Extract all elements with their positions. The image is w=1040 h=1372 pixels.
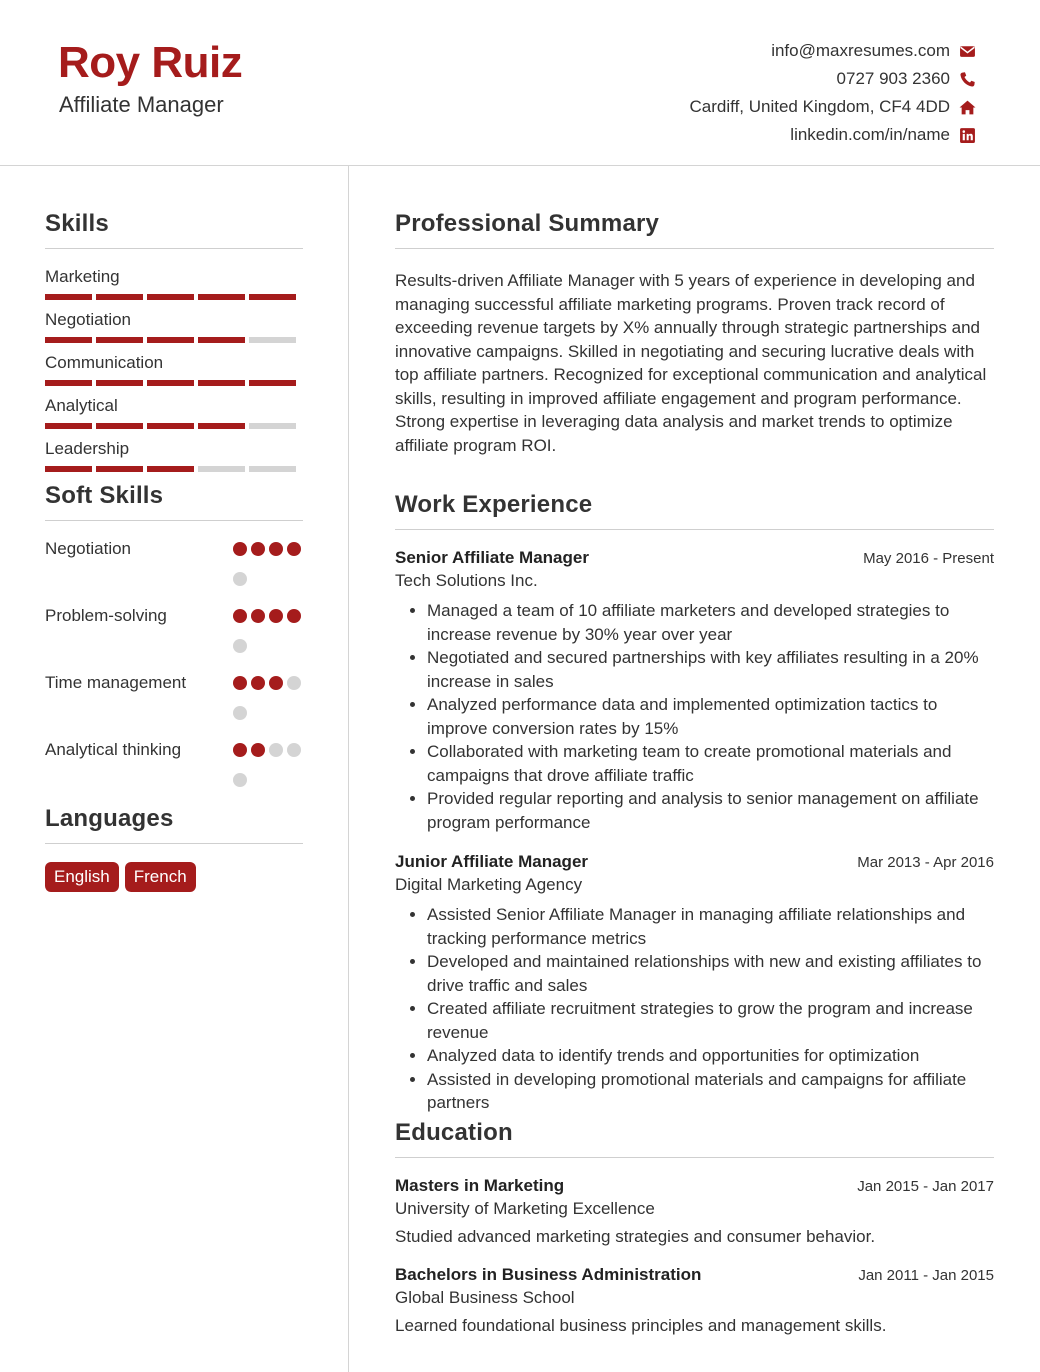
skill-level-segment-filled — [198, 337, 245, 343]
skill-level-bar — [45, 423, 303, 429]
education-description: Learned foundational business principles and management skills. — [395, 1315, 887, 1335]
soft-skill-rating — [233, 604, 303, 665]
education-header — [395, 1176, 994, 1196]
skill-item — [45, 267, 303, 310]
skill-level-segment-filled — [198, 294, 245, 300]
skill-level-segment-filled — [96, 380, 143, 386]
education-date: Jan 2015 - Jan 2017 — [857, 1177, 994, 1195]
experience-heading: Work Experience — [395, 491, 994, 530]
phone-icon — [958, 70, 976, 88]
job-entry — [395, 852, 994, 1115]
skill-level-segment-filled — [147, 380, 194, 386]
skill-level-bar — [45, 337, 303, 343]
skill-level-segment-filled — [45, 380, 92, 386]
soft-skill-rating — [233, 537, 303, 598]
rating-dot-filled — [233, 743, 247, 757]
job-company: Tech Solutions Inc. — [395, 571, 538, 590]
column-divider — [348, 166, 349, 1372]
job-bullet: • Provided regular reporting and analysis to senior management on affiliate program performance — [427, 787, 994, 834]
skill-level-segment-filled — [45, 466, 92, 472]
candidate-title: Affiliate Manager — [59, 92, 224, 117]
rating-dot-filled — [269, 609, 283, 623]
rating-dot-empty — [287, 676, 301, 690]
rating-dot-empty — [233, 572, 247, 586]
contact-email[interactable] — [690, 37, 976, 65]
contact-phone[interactable] — [690, 65, 976, 93]
rating-dot-filled — [269, 676, 283, 690]
skill-level-segment-filled — [96, 423, 143, 429]
skill-name: Leadership — [45, 439, 130, 458]
candidate-name: Roy Ruiz — [58, 38, 243, 87]
education-school: University of Marketing Excellence — [395, 1198, 655, 1218]
summary-heading: Professional Summary — [395, 210, 994, 249]
rating-dot-filled — [251, 676, 265, 690]
skill-name: Communication — [45, 353, 164, 372]
job-bullet: • Managed a team of 10 affiliate marketers and developed strategies to increase revenue by 30% year over year — [427, 599, 994, 646]
home-icon — [958, 98, 976, 116]
skill-name: Analytical — [45, 396, 118, 415]
skill-item — [45, 439, 303, 482]
skill-item — [45, 310, 303, 353]
linkedin-icon — [958, 126, 976, 144]
soft-skill-item — [45, 604, 303, 665]
soft-skill-item — [45, 738, 303, 799]
rating-dot-filled — [233, 609, 247, 623]
skill-level-bar — [45, 294, 303, 300]
contact-linkedin-text: linkedin.com/in/name — [790, 125, 950, 144]
language-badge: French — [125, 862, 196, 892]
skills-heading: Skills — [45, 210, 303, 249]
skill-level-segment-empty — [249, 466, 296, 472]
job-entry — [395, 548, 994, 834]
skill-name: Negotiation — [45, 310, 132, 329]
education-description: Studied advanced marketing strategies and consumer behavior. — [395, 1226, 876, 1246]
rating-dot-filled — [287, 542, 301, 556]
skill-name: Marketing — [45, 267, 120, 286]
rating-dot-filled — [233, 676, 247, 690]
skill-level-segment-filled — [198, 380, 245, 386]
education-header — [395, 1265, 994, 1285]
job-bullets — [427, 903, 994, 1115]
resume-header — [0, 0, 1040, 166]
job-bullets — [427, 599, 994, 834]
contact-phone-text: 0727 903 2360 — [836, 69, 950, 88]
skill-item — [45, 396, 303, 439]
skill-level-segment-empty — [198, 466, 245, 472]
language-badge: English — [45, 862, 119, 892]
contact-email-text: info@maxresumes.com — [771, 41, 950, 60]
job-date: Mar 2013 - Apr 2016 — [857, 854, 994, 871]
experience-list — [395, 548, 994, 1115]
soft-skill-name: Problem-solving — [45, 606, 167, 625]
job-company: Digital Marketing Agency — [395, 875, 583, 894]
rating-dot-filled — [287, 609, 301, 623]
soft-skills-list — [45, 537, 303, 799]
job-bullet: • Created affiliate recruitment strategies to grow the program and increase revenue — [427, 997, 994, 1044]
job-bullet: • Analyzed data to identify trends and opportunities for optimization — [427, 1044, 994, 1068]
skill-level-segment-filled — [147, 294, 194, 300]
rating-dot-empty — [269, 743, 283, 757]
summary-text: Results-driven Affiliate Manager with 5 years of experience in developing and managing successful affiliate marketing programs. Proven track record of exceeding revenue targets by X% annually through strategic partnerships and innovative campaigns. Skilled in negotiating and securing lucrative deals with top affiliate partners. Recognized for exceptional communication and analytical skills, resulting in improved affiliate engagement and program performance. Strong expertise in leveraging data analysis and market trends to optimize affiliate program ROI. — [395, 271, 987, 455]
skill-level-segment-filled — [96, 466, 143, 472]
languages-list — [45, 862, 303, 892]
soft-skill-rating — [233, 738, 303, 799]
rating-dot-filled — [251, 743, 265, 757]
skill-level-segment-filled — [96, 294, 143, 300]
job-role: Senior Affiliate Manager — [395, 548, 589, 567]
education-date: Jan 2011 - Jan 2015 — [858, 1266, 994, 1284]
skill-level-segment-filled — [45, 423, 92, 429]
education-degree: Masters in Marketing — [395, 1175, 565, 1195]
contact-address — [690, 93, 976, 121]
job-role: Junior Affiliate Manager — [395, 852, 589, 871]
skill-level-segment-filled — [45, 294, 92, 300]
job-bullet: • Analyzed performance data and implemented optimization tactics to improve conversion rates by 15% — [427, 693, 994, 740]
job-header — [395, 852, 994, 872]
rating-dot-filled — [269, 542, 283, 556]
skill-level-segment-empty — [249, 337, 296, 343]
skill-item — [45, 353, 303, 396]
skill-level-segment-filled — [45, 337, 92, 343]
soft-skill-item — [45, 537, 303, 598]
job-header — [395, 548, 994, 568]
skill-level-segment-filled — [147, 337, 194, 343]
skills-list — [45, 267, 303, 482]
rating-dot-empty — [233, 639, 247, 653]
envelope-icon — [958, 42, 976, 60]
rating-dot-filled — [233, 542, 247, 556]
skill-level-segment-filled — [249, 294, 296, 300]
job-bullet: • Developed and maintained relationships with new and existing affiliates to drive traffic and sales — [427, 950, 994, 997]
contact-address-text: Cardiff, United Kingdom, CF4 4DD — [689, 97, 950, 116]
education-degree: Bachelors in Business Administration — [395, 1264, 702, 1284]
contact-list — [690, 37, 976, 149]
contact-linkedin[interactable] — [690, 121, 976, 149]
job-date: May 2016 - Present — [863, 550, 994, 567]
rating-dot-filled — [251, 609, 265, 623]
soft-skill-rating — [233, 671, 303, 732]
skill-level-segment-empty — [249, 423, 296, 429]
job-bullet: • Assisted in developing promotional materials and campaigns for affiliate partners — [427, 1068, 994, 1115]
rating-dot-empty — [287, 743, 301, 757]
soft-skill-name: Analytical thinking — [45, 740, 182, 759]
soft-skill-name: Time management — [45, 673, 187, 692]
rating-dot-empty — [233, 706, 247, 720]
skill-level-bar — [45, 466, 303, 472]
skill-level-segment-filled — [96, 337, 143, 343]
main-column — [395, 210, 994, 1336]
education-school: Global Business School — [395, 1287, 575, 1307]
education-list — [395, 1176, 994, 1336]
rating-dot-filled — [251, 542, 265, 556]
job-bullet: • Collaborated with marketing team to create promotional materials and campaigns that drove affiliate traffic — [427, 740, 994, 787]
education-entry — [395, 1265, 994, 1336]
skill-level-segment-filled — [147, 423, 194, 429]
skill-level-segment-filled — [198, 423, 245, 429]
sidebar-column — [45, 210, 303, 892]
languages-heading: Languages — [45, 805, 303, 844]
rating-dot-empty — [233, 773, 247, 787]
soft-skill-name: Negotiation — [45, 539, 132, 558]
skill-level-bar — [45, 380, 303, 386]
soft-skill-item — [45, 671, 303, 732]
soft-skills-heading: Soft Skills — [45, 482, 303, 521]
education-entry — [395, 1176, 994, 1247]
skill-level-segment-filled — [249, 380, 296, 386]
job-bullet: • Negotiated and secured partnerships with key affiliates resulting in a 20% increase in sales — [427, 646, 994, 693]
job-bullet: • Assisted Senior Affiliate Manager in managing affiliate relationships and tracking performance metrics — [427, 903, 994, 950]
education-heading: Education — [395, 1119, 994, 1158]
skill-level-segment-filled — [147, 466, 194, 472]
